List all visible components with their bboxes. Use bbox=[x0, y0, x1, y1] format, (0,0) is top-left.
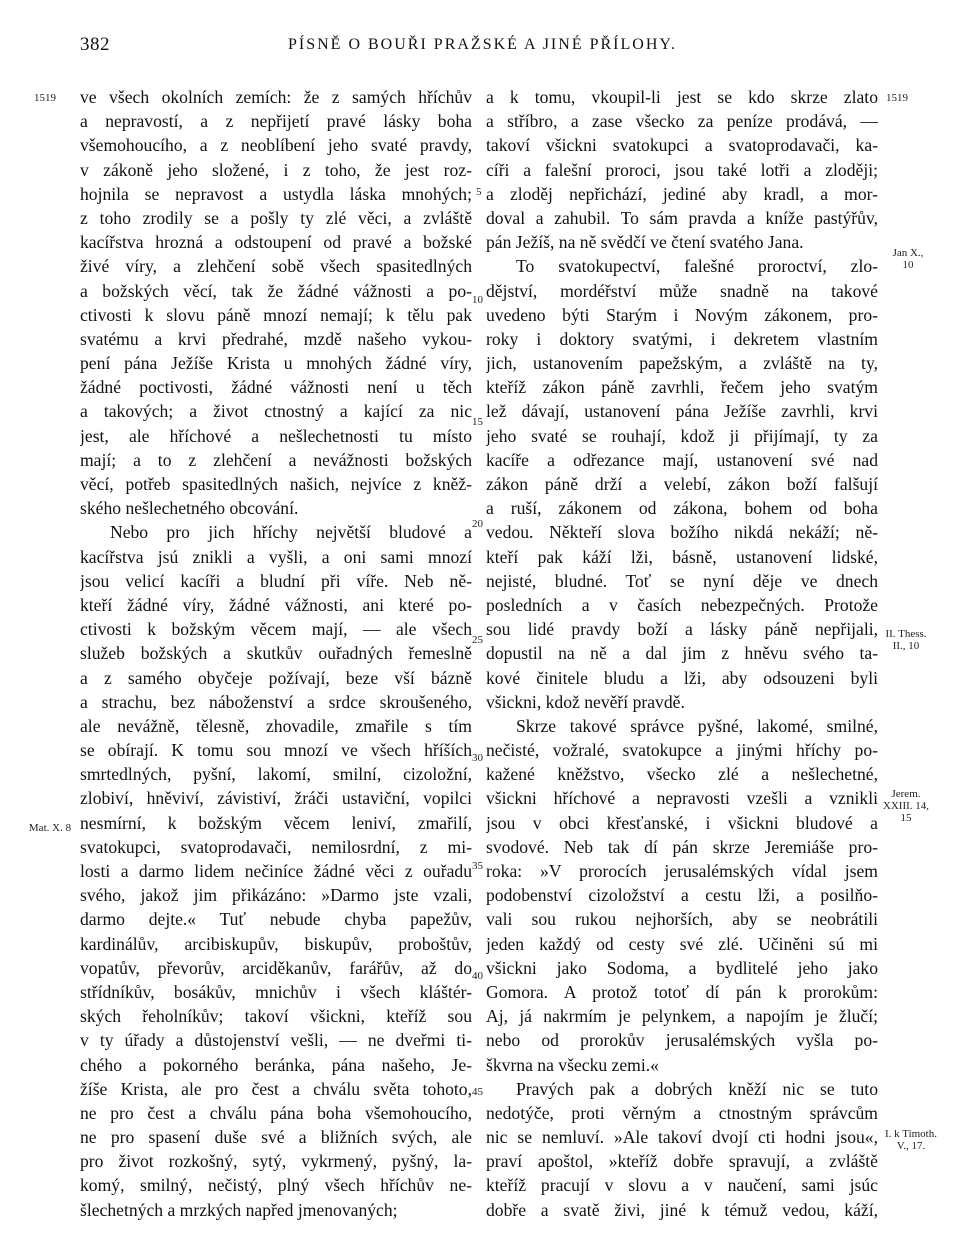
text-line: svého, jakož jim přikázáno: »Darmo jste vzali, bbox=[80, 885, 472, 906]
text-line: dějství, mordéřství může snadně na takové bbox=[486, 280, 878, 301]
text-line: nesmírní, k božským věcem leniví, zmařilí, bbox=[80, 812, 472, 833]
left-text-column bbox=[80, 85, 472, 1222]
running-title: PÍSNĚ O BOUŘI PRAŽSKÉ A JINÉ PŘÍLOHY. bbox=[288, 36, 677, 53]
text-line: jeho svaté se rouhají, kdož ji přijímají, ty za bbox=[486, 425, 878, 446]
text-line: Pravých pak a dobrých kněží nic se tuto bbox=[516, 1078, 878, 1099]
text-line: takoví všickni svatokupci a svatoprodavači, ka- bbox=[486, 135, 878, 156]
text-line: pán Ježíš, na ně svědčí ve čtení svatého Jana. bbox=[486, 232, 804, 253]
line-number: 30 bbox=[472, 752, 483, 764]
text-line: kteříž zákon páně zavrhli, řečem jeho svatým bbox=[486, 377, 878, 398]
text-line: kteříž pracují v slovu a v naučení, sami jsúc bbox=[486, 1175, 878, 1196]
text-line: a nepravostí, a z nepřijetí pravé lásky boha bbox=[80, 111, 472, 132]
text-line: Aj, já nakrmím je pelynkem, a napojím je žlučí; bbox=[486, 1006, 878, 1027]
text-line: jich, ustanovením papežským, a zvláště na ty, bbox=[486, 353, 878, 374]
text-line: v zákoně jeho složené, i z toho, že jest roz- bbox=[80, 159, 472, 180]
text-line: ve všech okolních zemích: že z samých hříchův bbox=[80, 87, 472, 107]
text-line: služeb božských a skutkův ouřadných řemeslně bbox=[80, 643, 472, 664]
text-line: kteří pak káží lži, básně, ustanovení lidské, bbox=[486, 546, 878, 567]
text-line: všemohoucího, a z neoblíbení jeho svaté pravdy, bbox=[80, 135, 472, 156]
text-line: z toho zrodily se a pošly ty zlé věci, a zvláště bbox=[80, 207, 472, 228]
text-line: vedou. Někteří slova božího nikdá nekáží; ně- bbox=[486, 522, 878, 543]
margin-ref-jerem: Jerem. XXIII. 14, 15 bbox=[882, 788, 930, 824]
text-line: kacíře a odřezance mají, ustanovení své nad bbox=[486, 449, 878, 470]
page-header bbox=[80, 34, 880, 60]
text-line: ských řeholníkův; takoví všickni, kteříž sou bbox=[80, 1006, 472, 1027]
margin-ref-jan: Jan X., 10 bbox=[892, 247, 924, 271]
text-line: Skrze takové správce pyšné, lakomé, smilné, bbox=[516, 715, 878, 736]
margin-ref-timoth: I. k Timoth. V., 17. bbox=[885, 1128, 937, 1152]
text-line: a ruší, zákonem od zákona, bohem od boha bbox=[486, 498, 878, 519]
text-line: ctivosti k božským věcem mají, — ale všech bbox=[80, 619, 472, 640]
right-text-column bbox=[486, 85, 878, 1222]
text-line: cíři a falešní proroci, jsou také lotři a zloději; bbox=[486, 159, 878, 180]
margin-ref-thess: II. Thess. II., 10 bbox=[885, 628, 927, 652]
line-number: 45 bbox=[472, 1086, 483, 1098]
text-line: kažené kněžstvo, všecko zlé a nešlechetné, bbox=[486, 764, 878, 785]
text-line: chého a pokorného beránka, pána našeho, Je- bbox=[80, 1054, 472, 1075]
text-line: svatokupci, svatoprodavači, nemilosrdní, z mi- bbox=[80, 836, 472, 857]
text-line: roka: »V prorocích jerusalémských vídal jsem bbox=[486, 861, 878, 881]
text-line: kacířstva hrozná a odstoupení od pravé a božské bbox=[80, 232, 472, 253]
text-line: ne pro spasení duše své a bližních svých, ale bbox=[80, 1127, 472, 1148]
text-line: a strachu, bez náboženství a srdce skroušeného, bbox=[80, 691, 472, 712]
page-number: 382 bbox=[80, 34, 110, 55]
line-number: 10 bbox=[472, 294, 483, 306]
text-line: a z samého obyčeje požívají, beze vší bázně bbox=[80, 667, 472, 688]
text-line: To svatokupectví, falešné proroctví, zlo- bbox=[516, 256, 878, 277]
text-line: střídníkův, bosákův, mnichův i všech kláštér- bbox=[80, 981, 472, 1002]
text-line: praví apoštol, »kteříž dobře spravují, a zvláště bbox=[486, 1151, 878, 1172]
text-line: kardinálův, arcibiskupův, biskupův, proboštův, bbox=[80, 933, 472, 954]
text-line: dobře a svatě živi, jiné k témuž vedou, káží, bbox=[486, 1199, 878, 1220]
text-line: uvedeno býti Starým i Novým zákonem, pro- bbox=[486, 304, 878, 325]
text-line: živé víry, a zlehčení sobě všech spasitedlných bbox=[80, 256, 472, 277]
text-line: nejisté, bludné. Toť se nyní děje ve dnech bbox=[486, 570, 878, 591]
text-line: jest, ale hříchové a nešlechetnosti tu místo bbox=[80, 425, 472, 446]
text-line: vopatův, převorův, arciděkanův, farářův, až do bbox=[80, 957, 472, 978]
text-line: podobenství cizoložství a cestu lži, a posilňo- bbox=[486, 885, 878, 906]
text-line: svodové. Neb tak dí pán skrze Jeremiáše pro- bbox=[486, 836, 878, 857]
text-line: se obírají. K tomu sou mnozí ve všech hříších bbox=[80, 740, 472, 761]
text-line: a božských věcí, tak že žádné vážnosti a po- bbox=[80, 280, 472, 301]
text-line: Gomora. A protož totoť dí pán k prorokům: bbox=[486, 981, 878, 1002]
text-line: jsou velicí kacíři a bludní při víře. Neb ně- bbox=[80, 570, 472, 591]
text-line: zlobiví, hněviví, závistiví, žráči ustaviční, vopilci bbox=[80, 788, 472, 809]
text-line: darmo dejte.« Tuť nebude chyba papežův, bbox=[80, 909, 472, 930]
text-line: roky i doktory svatými, i dekretem vlastním bbox=[486, 328, 878, 349]
line-number: 20 bbox=[472, 518, 483, 530]
text-line: nebo od prorokův jerusalémských vyšla po- bbox=[486, 1030, 878, 1051]
line-number: 35 bbox=[472, 860, 483, 872]
text-line: věcí, potřeb spasitedlných našich, nejvíce z kněž- bbox=[80, 474, 472, 494]
text-line: kteří žádné víry, žádné vážnosti, ani které po- bbox=[80, 594, 472, 615]
margin-year-right: 1519 bbox=[886, 92, 908, 104]
text-line: jsou v obci křesťanské, i všickni bludové a bbox=[486, 812, 878, 833]
text-line: kacířstva jsú znikli a vyšli, a oni sami mnozí bbox=[80, 546, 472, 567]
text-line: zákon páně drží a velebí, zákon boží falšují bbox=[486, 474, 878, 494]
text-line: nečisté, vožralé, svatokupce a jinými hříchy po- bbox=[486, 740, 878, 761]
text-line: pro život rozkošný, sytý, vykrmený, pyšný, la- bbox=[80, 1151, 472, 1172]
text-line: žíše Krista, ale pro čest a chválu světa tohoto, bbox=[80, 1078, 472, 1099]
text-line: smrtedlných, pyšní, lakomí, smilní, cizoložní, bbox=[80, 764, 472, 785]
margin-year-left: 1519 bbox=[34, 92, 56, 104]
text-line: komý, smilný, nečistý, plný všech hříchův ne- bbox=[80, 1175, 472, 1196]
text-line: kové činitele bludu a lži, aby odsouzeni byli bbox=[486, 667, 878, 688]
text-line: a takových; a život ctnostný a kající za nic bbox=[80, 401, 472, 422]
line-number: 40 bbox=[472, 970, 483, 982]
text-line: nic se nemluví. »Ale takoví dvojí cti hodni jsou«, bbox=[486, 1127, 878, 1148]
text-line: ne pro čest a chválu pána boha všemohoucího, bbox=[80, 1102, 472, 1123]
text-line: nedotýče, proti věrným a ctnostným správcům bbox=[486, 1102, 878, 1123]
text-line: svatému a krvi předrahé, mzdě našeho vykou- bbox=[80, 328, 472, 349]
text-line: losti a darmo lidem nečiníce žádné věci z ouřadu bbox=[80, 861, 472, 881]
text-line: dopustil na ně a dal jim z hněvu svého ta- bbox=[486, 643, 878, 664]
text-line: posledních a v časích nebezpečných. Protože bbox=[486, 594, 878, 615]
text-line: žádné poctivosti, žádné vážnosti není u těch bbox=[80, 377, 472, 398]
line-number: 5 bbox=[476, 186, 482, 198]
text-line: a k tomu, vkoupil-li jest se kdo skrze zlato bbox=[486, 87, 878, 107]
text-line: a zloděj nepřichází, jediné aby kradl, a mor- bbox=[486, 183, 878, 204]
text-line: ale nevážně, tělesně, zhovadile, zmařile s tím bbox=[80, 715, 472, 736]
text-line: lež dávají, ustanovení pána Ježíše zavrhli, krvi bbox=[486, 401, 878, 422]
text-line: škvrna na všecku zemi.« bbox=[486, 1054, 659, 1075]
text-line: a stříbro, a zase všecko za peníze prodává, — bbox=[486, 111, 878, 132]
text-line: ského nešlechetného obcování. bbox=[80, 498, 299, 519]
text-line: všickni, kdož nevěří pravdě. bbox=[486, 691, 685, 712]
text-line: mají; a to z zlehčení a nevážnosti božských bbox=[80, 449, 472, 470]
text-line: Nebo pro jich hříchy největší bludové a bbox=[110, 522, 472, 543]
text-line: jeden každý od cesty své zlé. Učiněni sú mi bbox=[486, 933, 878, 954]
margin-ref-mat: Mat. X. 8 bbox=[28, 822, 72, 834]
text-line: všickni hříchové a nepravosti vzešli a vznikli bbox=[486, 788, 878, 809]
text-line: šlechetných a mrzkých napřed jmenovaných; bbox=[80, 1199, 398, 1220]
text-line: sou lidé pravdy boží a lásky páně nepřijali, bbox=[486, 619, 878, 640]
text-line: ctivosti k slovu páně mnozí nemají; k tělu pak bbox=[80, 304, 472, 325]
text-line: vali sou rukou nejhorších, aby se neobrátili bbox=[486, 909, 878, 930]
line-number: 15 bbox=[472, 416, 483, 428]
text-line: všickni jako Sodoma, a bydlitelé jeho jako bbox=[486, 957, 878, 978]
text-line: pení pána Ježíše Krista u mnohých žádné víry, bbox=[80, 353, 472, 374]
text-line: hojnila se nepravost a ustydla láska mnohých; bbox=[80, 183, 472, 204]
line-number: 25 bbox=[472, 634, 483, 646]
text-line: v ty úřady a důstojenství vešli, — ne dveřmi ti- bbox=[80, 1030, 472, 1051]
text-line: doval a zahubil. To sám pravda a kníže pastýřův, bbox=[486, 207, 878, 228]
